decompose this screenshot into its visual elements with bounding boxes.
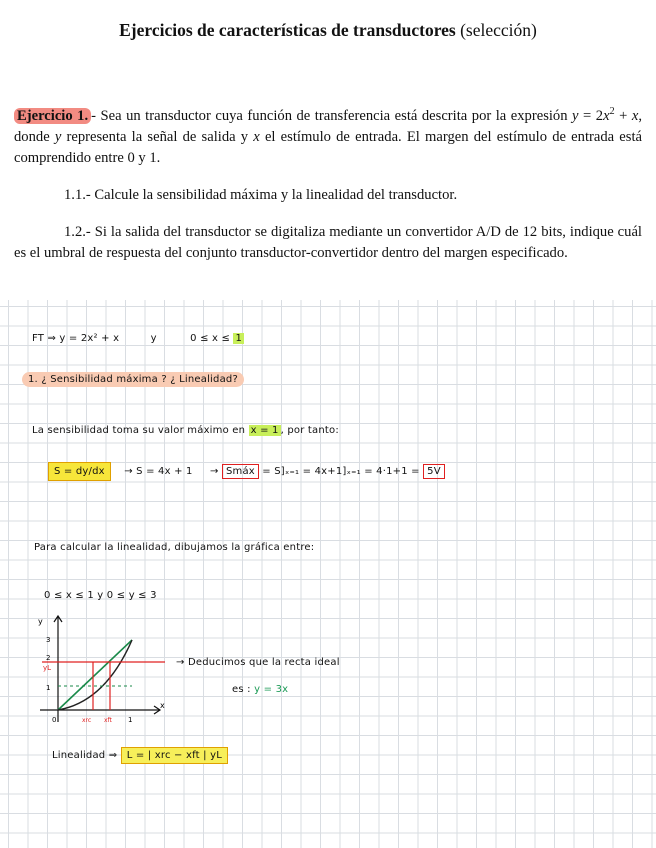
svg-text:2: 2 xyxy=(46,654,51,662)
svg-text:xrc: xrc xyxy=(82,717,92,724)
question-heading: 1. ¿ Sensibilidad máxima ? ¿ Linealidad? xyxy=(22,374,244,385)
transfer-function: FT ⇒ y = 2x² + x y 0 ≤ x ≤ 1 xyxy=(32,333,243,344)
x-axis-label: x xyxy=(160,701,165,710)
svg-text:yL: yL xyxy=(43,664,52,672)
linearity-line: Para calcular la linealidad, dibujamos la gráfica entre: xyxy=(34,542,315,553)
ideal-line xyxy=(58,640,132,710)
svg-text:1: 1 xyxy=(128,716,133,724)
deduce-line: → Deducimos que la recta ideal xyxy=(176,657,340,668)
printed-exercise xyxy=(0,0,656,300)
svg-text:1: 1 xyxy=(46,684,51,692)
svg-text:3: 3 xyxy=(46,636,51,644)
s-result-box: 5V xyxy=(423,464,445,479)
page-title xyxy=(0,20,656,41)
linearity-formula: Linealidad ⇒ L = | xrc − xft | yL xyxy=(52,750,228,761)
s-max-box: Smáx xyxy=(222,464,259,479)
sensitivity-line: La sensibilidad toma su valor máximo en x = 1 , por tanto: xyxy=(32,425,339,436)
handwritten-notes xyxy=(0,300,656,848)
sensitivity-definition: S = dy/dx xyxy=(48,462,111,481)
title-bold: Ejercicios de características de transductores xyxy=(119,20,456,40)
question-1-1: 1.1.- Calcule la sensibilidad máxima y la linealidad del transductor. xyxy=(64,187,458,203)
exercise-label: Ejercicio 1. xyxy=(14,108,91,124)
graph-ranges: 0 ≤ x ≤ 1 y 0 ≤ y ≤ 3 xyxy=(44,590,157,601)
ideal-line-text: es : y = 3x xyxy=(232,684,289,695)
title-rest: (selección) xyxy=(455,20,537,40)
y-axis-label: y xyxy=(38,617,43,626)
sensitivity-derivation: S = dy/dx → S = 4x + 1 → Smáx = S]ₓ₌₁ = 4x+1]ₓ₌₁ = 4·1+1 = 5V xyxy=(48,466,445,477)
exercise-statement: Ejercicio 1. - Sea un transductor cuya función de transferencia está descrita por la expresión $y = 2x^2 + x$, donde y representa la señal de salida y x el estímulo de entrada. El margen del estímulo de entrada está comprendido entre 0 y 1. xyxy=(14,106,642,166)
svg-text:xft: xft xyxy=(104,717,112,724)
linearity-graph xyxy=(20,612,170,730)
question-1-2: 1.2.- Si la salida del transductor se digitaliza mediante un convertidor A/D de 12 bits, indique cuál es el umbral de respuesta del conjunto transductor-convertidor dentro del margen especificado. xyxy=(14,224,642,261)
svg-text:0: 0 xyxy=(52,716,57,724)
